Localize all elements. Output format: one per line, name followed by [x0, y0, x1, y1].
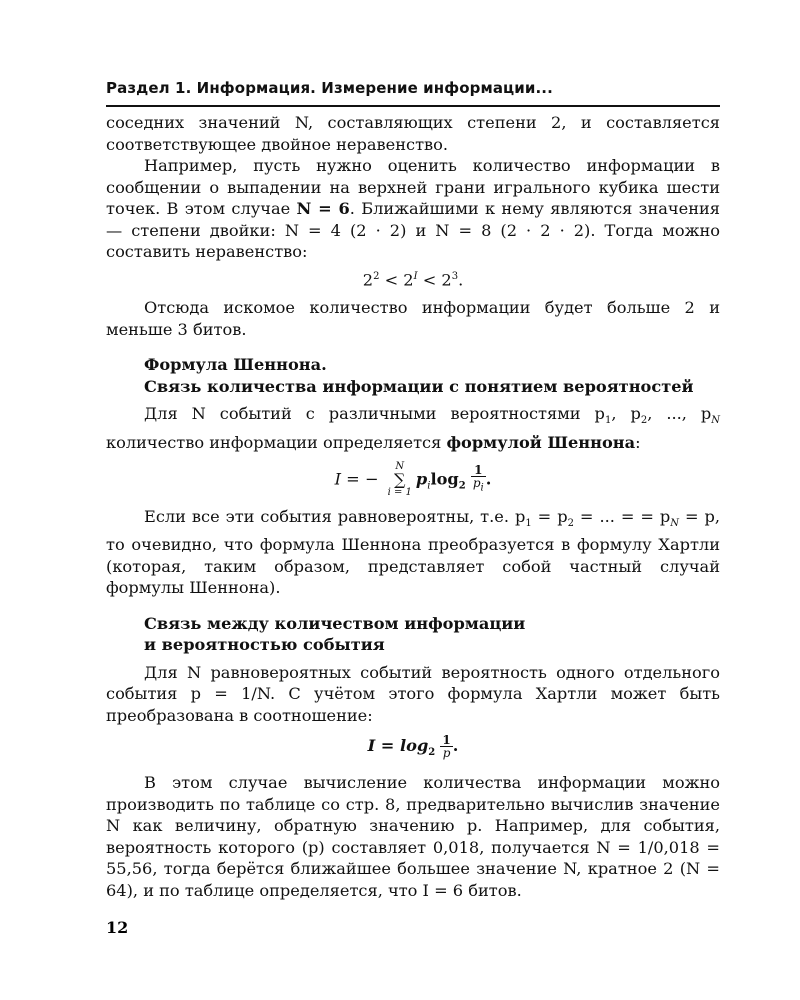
paragraph-7: В этом случае вычисление количества информации можно производить по таблице со стр. 8, предварительно вычислив значение N как величину, обратную значению p. Например, для события, вероятность которого (p) составляет 0,018, получается N = 1/0,018 = 55,56, тогда берётся ближайшее большее значение N, кратное 2 (N = 64), и по таблице определяется, что I = 6 битов.: [106, 773, 720, 900]
sigma-icon: ∑: [394, 469, 406, 489]
ineq-exp-3: 3: [451, 270, 459, 282]
p4-sub-n: N: [711, 415, 720, 427]
paragraph-2: [106, 155, 720, 263]
shannon-log-base: 2: [458, 480, 466, 492]
page: [106, 72, 720, 901]
shannon-frac-den-sub: i: [480, 482, 484, 494]
paragraph-3: Отсюда искомое количество информации будет больше 2 и меньше 3 битов.: [106, 298, 720, 339]
shannon-p: p: [415, 469, 428, 489]
ineq-exp-2: I: [413, 270, 418, 282]
p5-sub-1: 1: [525, 517, 532, 529]
p5-a: Если все эти события равновероятны, т.е. p: [144, 506, 526, 526]
paragraph-2-part-a: Например, пусть нужно оценить количество информации в сообщении о выпадении на верхней грани игрального кубика шести точек. В этом случае: [106, 156, 720, 218]
p4-d: количество информации определяется: [106, 433, 447, 453]
ineq-base-1: 2: [362, 269, 374, 289]
section-heading-shannon: [106, 354, 720, 397]
ineq-exp-1: 2: [373, 270, 380, 282]
shannon-log: log: [430, 469, 459, 489]
heading-1-line-1: Формула Шеннона.: [144, 355, 327, 375]
ineq-part-2: < 2: [379, 269, 414, 289]
shannon-end: .: [485, 469, 492, 489]
paragraph-4: [106, 403, 720, 453]
p5-sub-n: N: [670, 517, 680, 529]
paragraph-5: [106, 506, 720, 599]
ineq-end: .: [458, 269, 464, 289]
heading-2-line-2: и вероятностью события: [144, 635, 385, 655]
hartley-lhs: I = log: [367, 736, 429, 756]
sum-lower: i = 1: [387, 486, 412, 498]
shannon-p-sub: i: [427, 480, 431, 492]
heading-2-line-1: Связь между количеством информации: [144, 613, 526, 633]
p5-b: = p: [531, 506, 568, 526]
shannon-lhs: I = −: [334, 469, 379, 489]
paragraph-2-bold: N = 6: [296, 199, 350, 218]
p4-sub-1: 1: [604, 415, 612, 427]
sum-upper: N: [395, 460, 405, 472]
p4-e: :: [635, 433, 641, 453]
paragraph-1: соседних значений N, составляющих степени 2, и составляется соответствующее двойное неравенство.: [106, 113, 720, 154]
sum-symbol: [388, 462, 412, 498]
page-number: 12: [106, 918, 129, 937]
hartley-end: .: [452, 736, 459, 756]
inequality: [106, 266, 720, 291]
ineq-part-3: < 2: [417, 269, 452, 289]
p5-c: = ... = = p: [573, 506, 671, 526]
p4-c: , ..., p: [647, 404, 712, 424]
p4-a: Для N событий с различными вероятностями p: [144, 404, 605, 424]
paragraph-6: Для N равновероятных событий вероятность одного отдельного события p = 1/N. С учётом этого формула Хартли может быть преобразована в соотношение:: [106, 662, 720, 725]
body-text: [106, 112, 720, 901]
section-heading-probability: [106, 613, 720, 656]
running-head: Раздел 1. Информация. Измерение информации...: [106, 79, 720, 107]
shannon-fraction: [471, 464, 486, 494]
p5-sub-2: 2: [567, 517, 574, 529]
p4-b: , p: [611, 404, 641, 424]
hartley-formula: [106, 734, 720, 764]
hartley-den: p: [442, 746, 451, 761]
p4-bold: формулой Шеннона: [446, 433, 636, 453]
paragraph-2-part-c: . Ближайшими к нему являются значения — степени двойки: N = 4 (2 · 2) и N = 8 (2 · 2 · 2). Тогда можно составить неравенство:: [106, 199, 721, 261]
shannon-formula: [106, 462, 720, 498]
shannon-frac-num: 1: [471, 464, 486, 477]
hartley-num: 1: [442, 733, 451, 748]
hartley-base: 2: [428, 747, 436, 759]
hartley-fraction: [440, 734, 452, 759]
p4-sub-2: 2: [640, 415, 648, 427]
heading-1-line-2: Связь количества информации с понятием вероятностей: [144, 376, 694, 396]
shannon-frac-den: [471, 477, 486, 494]
p5-d: = p, то очевидно, что формула Шеннона преобразуется в формулу Хартли (которая, таким образом, представляет собой частный случай формулы Шеннона).: [106, 506, 721, 598]
shannon-frac-den-p: p: [472, 476, 481, 491]
